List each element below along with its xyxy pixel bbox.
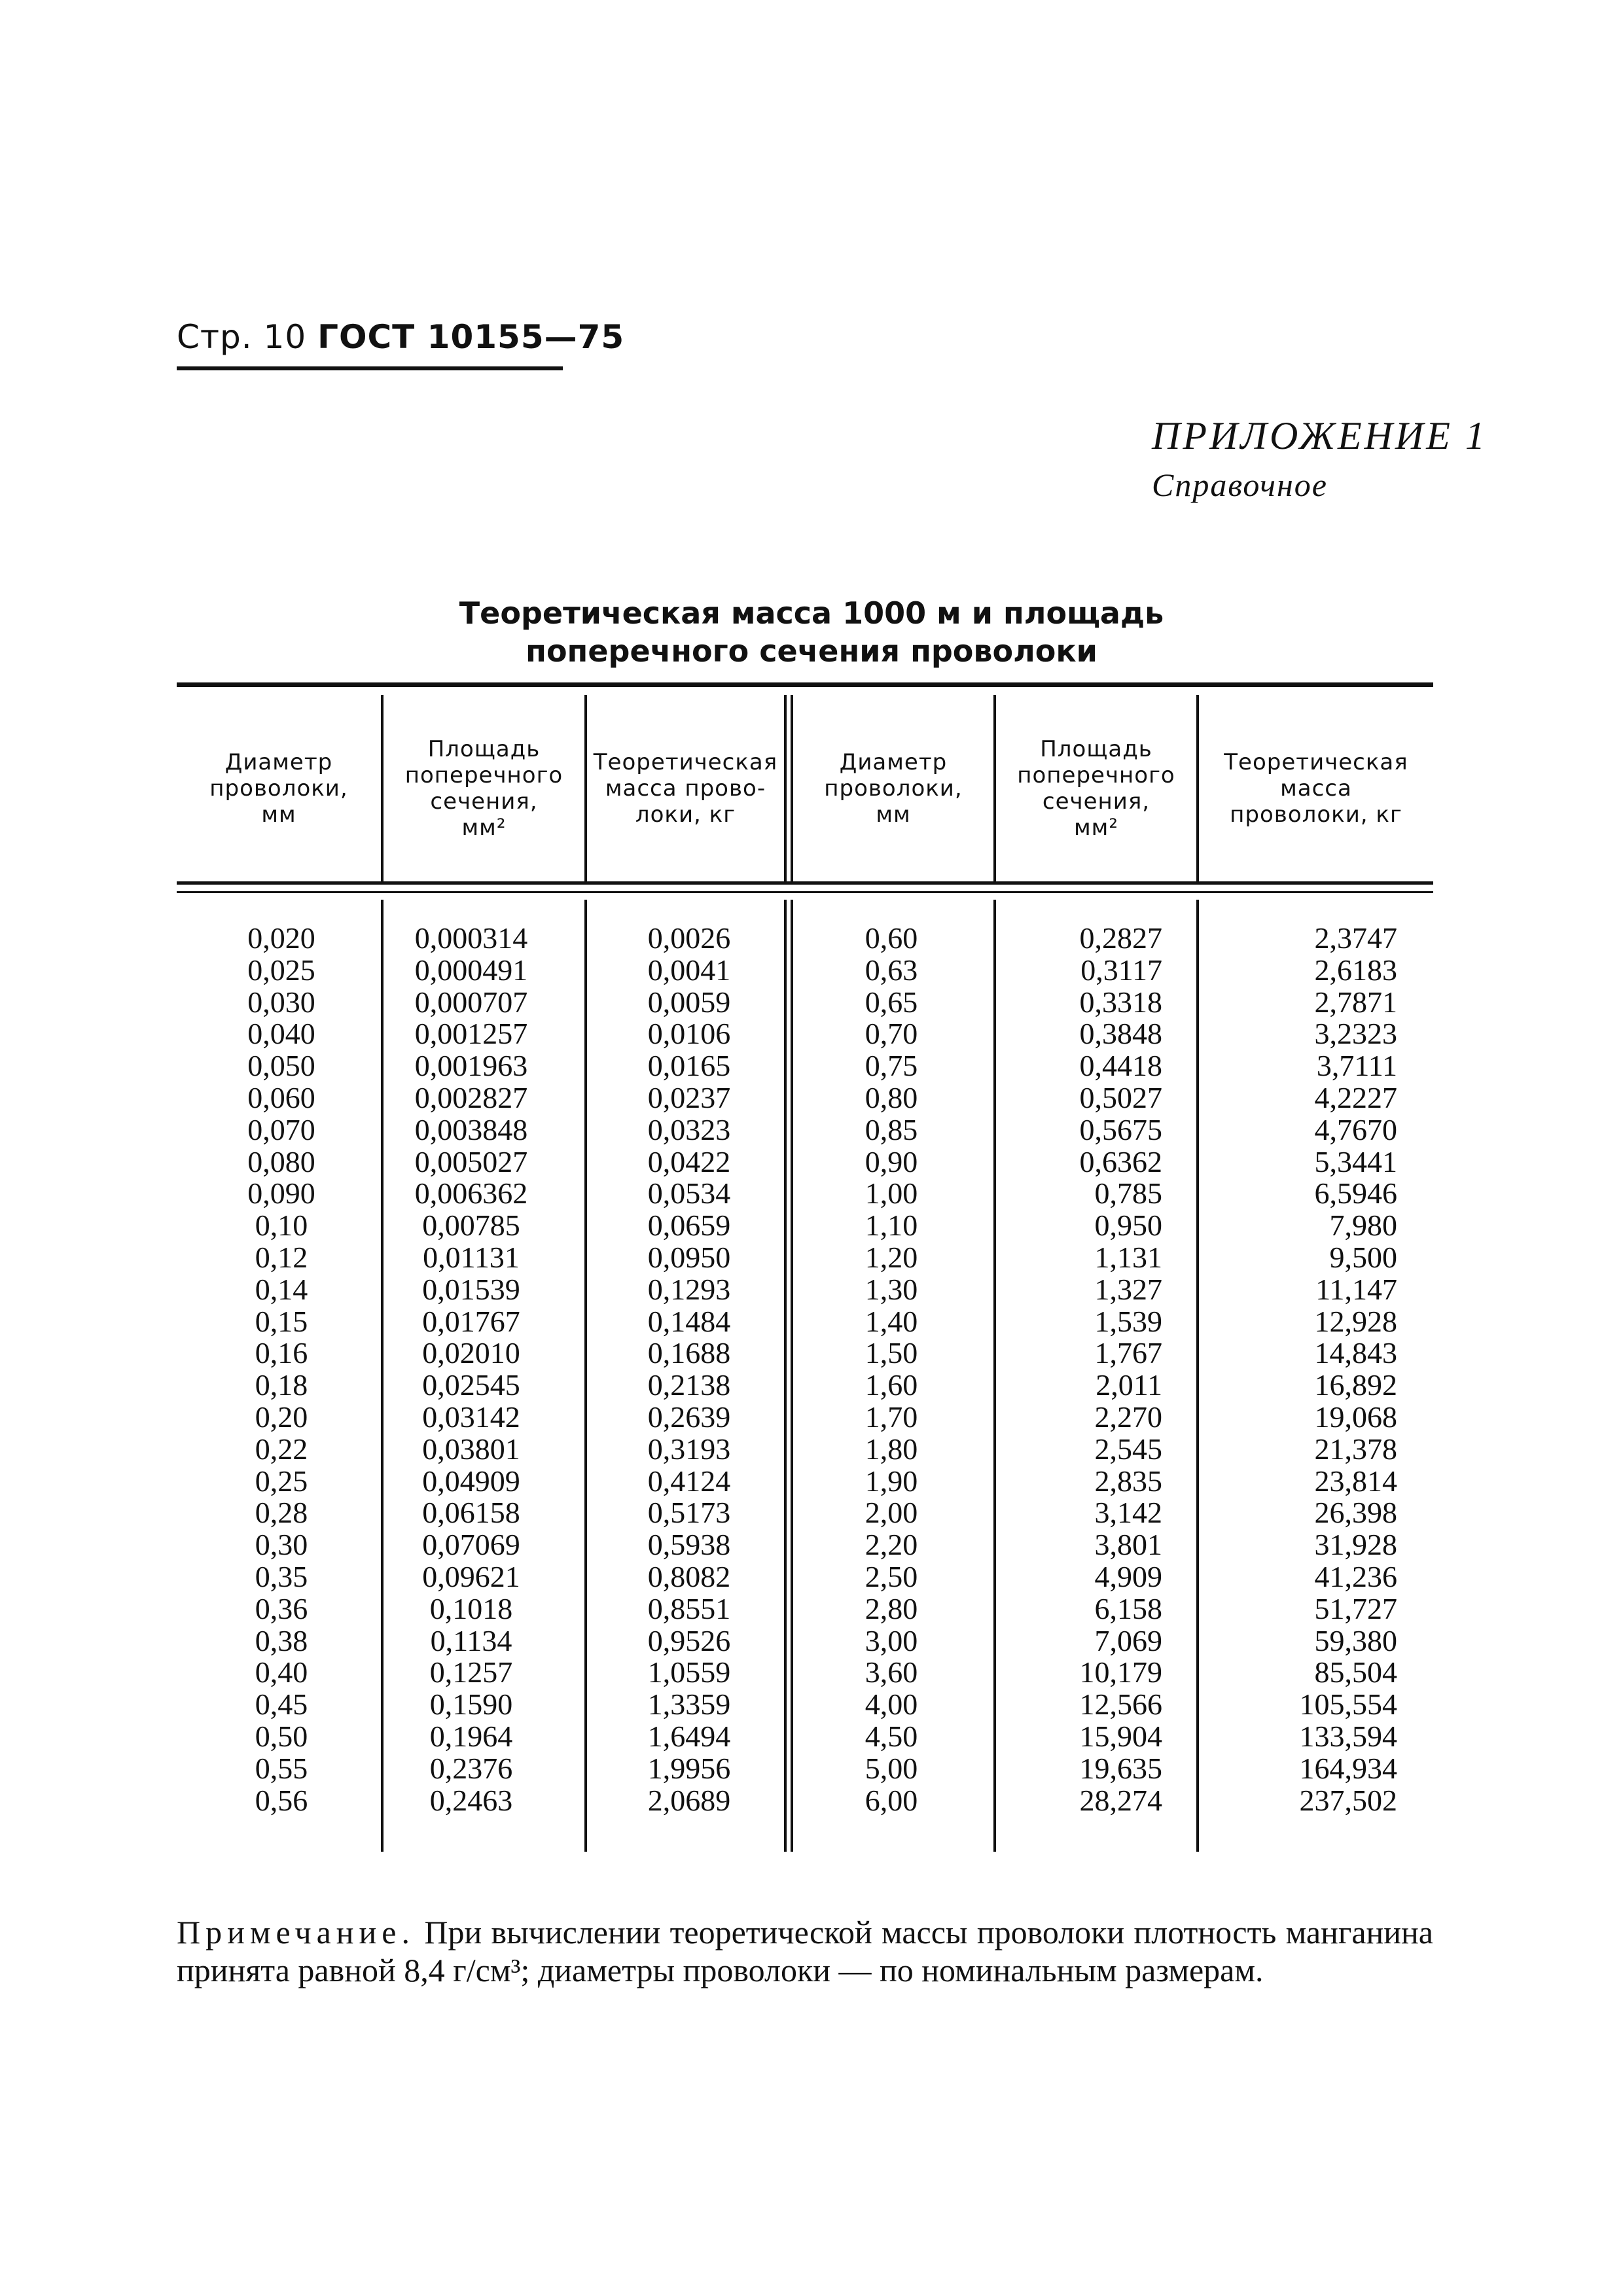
cell-diameter-2: 1,90 xyxy=(865,1464,918,1498)
cell-diameter-2: 2,20 xyxy=(865,1528,918,1562)
cell-cross-section: 0,06158 xyxy=(422,1496,520,1530)
cell-mass-2: 11,147 xyxy=(1315,1272,1397,1306)
cell-mass: 0,9526 xyxy=(647,1623,731,1657)
cell-mass-2: 3,2323 xyxy=(1314,1017,1397,1051)
cell-cross-section-2: 0,785 xyxy=(1094,1176,1162,1210)
cell-cross-section: 0,01131 xyxy=(423,1240,520,1274)
cell-cross-section-2: 1,131 xyxy=(1094,1240,1162,1274)
cell-mass-2: 4,2227 xyxy=(1314,1080,1397,1114)
cell-mass: 0,0950 xyxy=(647,1240,731,1274)
table-row xyxy=(0,1242,1623,1274)
cell-diameter: 0,56 xyxy=(255,1783,308,1817)
cell-diameter: 0,070 xyxy=(247,1112,315,1146)
cell-diameter-2: 2,80 xyxy=(865,1591,918,1625)
cell-cross-section: 0,1257 xyxy=(429,1655,513,1689)
cell-diameter-2: 1,70 xyxy=(865,1400,918,1434)
table-row xyxy=(0,987,1623,1019)
table-row xyxy=(0,1178,1623,1210)
cell-diameter: 0,36 xyxy=(255,1591,308,1625)
header-bottom-rule xyxy=(177,881,1433,885)
cell-mass-2: 12,928 xyxy=(1314,1304,1397,1338)
table-row xyxy=(0,1529,1623,1561)
table-row xyxy=(0,1018,1623,1050)
cell-diameter: 0,40 xyxy=(255,1655,308,1689)
header-diameter-2: Диаметр проволоки, мм xyxy=(824,749,963,828)
cell-cross-section: 0,1590 xyxy=(429,1687,513,1722)
header-mass-2: Теоретическая масса проволоки, кг xyxy=(1224,749,1408,828)
cell-cross-section: 0,02545 xyxy=(422,1368,520,1402)
cell-mass-2: 85,504 xyxy=(1314,1655,1397,1689)
cell-mass: 0,4124 xyxy=(647,1464,731,1498)
cell-cross-section: 0,03801 xyxy=(422,1432,520,1466)
cell-diameter: 0,10 xyxy=(255,1209,308,1243)
cell-mass: 0,0106 xyxy=(647,1017,731,1051)
header-mass: Теоретическая масса прово- локи, кг xyxy=(593,749,778,828)
appendix-type: Справочное xyxy=(1152,467,1328,503)
page-header xyxy=(177,318,624,356)
cell-mass: 0,0323 xyxy=(647,1112,731,1146)
cell-mass: 0,2138 xyxy=(647,1368,731,1402)
cell-cross-section: 0,001963 xyxy=(414,1049,528,1083)
table-title-line-2: поперечного сечения проволоки xyxy=(526,633,1097,669)
cell-cross-section-2: 0,3848 xyxy=(1079,1017,1162,1051)
cell-cross-section: 0,000707 xyxy=(414,985,528,1019)
cell-cross-section-2: 0,3117 xyxy=(1080,953,1162,987)
appendix-title: ПРИЛОЖЕНИЕ 1 xyxy=(1152,414,1488,457)
cell-mass-2: 19,068 xyxy=(1314,1400,1397,1434)
cell-diameter-2: 1,20 xyxy=(865,1240,918,1274)
cell-diameter: 0,16 xyxy=(255,1336,308,1370)
cell-cross-section-2: 10,179 xyxy=(1079,1655,1162,1689)
cell-mass-2: 105,554 xyxy=(1299,1687,1397,1722)
table-title-line-1: Теоретическая масса 1000 м и площадь xyxy=(459,595,1164,631)
cell-mass: 0,8551 xyxy=(647,1591,731,1625)
table-row xyxy=(0,1210,1623,1242)
cell-mass-2: 2,6183 xyxy=(1314,953,1397,987)
page-number: Стр. 10 xyxy=(177,318,307,356)
cell-cross-section: 0,001257 xyxy=(414,1017,528,1051)
cell-cross-section: 0,000314 xyxy=(414,921,528,955)
cell-diameter-2: 5,00 xyxy=(865,1751,918,1785)
cell-cross-section: 0,01767 xyxy=(422,1304,520,1338)
cell-mass: 1,6494 xyxy=(647,1719,731,1753)
note-lead: Примечание. xyxy=(177,1914,416,1951)
cell-diameter-2: 0,65 xyxy=(865,985,918,1019)
cell-cross-section: 0,000491 xyxy=(414,953,528,987)
cell-diameter-2: 3,00 xyxy=(865,1623,918,1657)
table-row xyxy=(0,1306,1623,1338)
cell-mass-2: 2,7871 xyxy=(1314,985,1397,1019)
cell-diameter: 0,20 xyxy=(255,1400,308,1434)
cell-diameter-2: 1,60 xyxy=(865,1368,918,1402)
table-title xyxy=(373,594,1250,670)
table-row xyxy=(0,1753,1623,1785)
cell-mass-2: 41,236 xyxy=(1314,1559,1397,1593)
cell-cross-section: 0,01539 xyxy=(422,1272,520,1306)
cell-diameter: 0,30 xyxy=(255,1528,308,1562)
cell-cross-section-2: 0,5675 xyxy=(1079,1112,1162,1146)
cell-diameter: 0,025 xyxy=(247,953,315,987)
cell-mass: 0,8082 xyxy=(647,1559,731,1593)
cell-cross-section: 0,02010 xyxy=(422,1336,520,1370)
cell-diameter: 0,25 xyxy=(255,1464,308,1498)
header-cross-section-2: Площадь поперечного сечения, мм² xyxy=(1017,735,1175,841)
cell-diameter-2: 1,10 xyxy=(865,1209,918,1243)
table-row xyxy=(0,1402,1623,1434)
cell-cross-section-2: 1,767 xyxy=(1094,1336,1162,1370)
cell-diameter-2: 0,85 xyxy=(865,1112,918,1146)
cell-diameter-2: 2,50 xyxy=(865,1559,918,1593)
cell-cross-section-2: 2,270 xyxy=(1094,1400,1162,1434)
cell-mass-2: 23,814 xyxy=(1314,1464,1397,1498)
cell-mass-2: 6,5946 xyxy=(1314,1176,1397,1210)
table-row xyxy=(0,955,1623,987)
cell-cross-section-2: 0,2827 xyxy=(1079,921,1162,955)
cell-cross-section: 0,2376 xyxy=(429,1751,513,1785)
table-row xyxy=(0,1497,1623,1529)
cell-cross-section-2: 3,142 xyxy=(1094,1496,1162,1530)
table-row xyxy=(0,1146,1623,1178)
table-row xyxy=(0,1082,1623,1114)
cell-mass: 2,0689 xyxy=(647,1783,731,1817)
cell-cross-section: 0,1018 xyxy=(429,1591,513,1625)
cell-diameter: 0,020 xyxy=(247,921,315,955)
cell-diameter: 0,030 xyxy=(247,985,315,1019)
cell-mass: 0,5173 xyxy=(647,1496,731,1530)
cell-diameter-2: 0,75 xyxy=(865,1049,918,1083)
cell-cross-section-2: 12,566 xyxy=(1079,1687,1162,1722)
note-text: При вычислении теоретической массы проволоки плотность манганина принята равной 8,4 г/см³; диаметры проволоки — по номинальным размерам. xyxy=(177,1914,1433,1988)
cell-mass: 0,0237 xyxy=(647,1080,731,1114)
header-rule xyxy=(177,366,563,370)
table-row xyxy=(0,1593,1623,1625)
cell-mass-2: 26,398 xyxy=(1314,1496,1397,1530)
table-row xyxy=(0,923,1623,955)
cell-cross-section: 0,09621 xyxy=(422,1559,520,1593)
body-top-rule xyxy=(177,891,1433,893)
cell-mass: 0,1484 xyxy=(647,1304,731,1338)
standard-number: ГОСТ 10155—75 xyxy=(317,318,625,356)
table-row xyxy=(0,1369,1623,1402)
cell-diameter-2: 1,40 xyxy=(865,1304,918,1338)
cell-cross-section-2: 1,539 xyxy=(1094,1304,1162,1338)
cell-cross-section: 0,006362 xyxy=(414,1176,528,1210)
cell-diameter: 0,14 xyxy=(255,1272,308,1306)
table-row xyxy=(0,1689,1623,1721)
cell-cross-section: 0,1964 xyxy=(429,1719,513,1753)
cell-diameter-2: 4,00 xyxy=(865,1687,918,1722)
cell-mass-2: 5,3441 xyxy=(1314,1144,1397,1178)
cell-mass: 0,0165 xyxy=(647,1049,731,1083)
table-row xyxy=(0,1337,1623,1369)
cell-diameter: 0,090 xyxy=(247,1176,315,1210)
cell-diameter-2: 1,00 xyxy=(865,1176,918,1210)
cell-mass: 0,0041 xyxy=(647,953,731,987)
table-row xyxy=(0,1625,1623,1657)
cell-cross-section: 0,03142 xyxy=(422,1400,520,1434)
cell-diameter-2: 3,60 xyxy=(865,1655,918,1689)
cell-mass: 0,2639 xyxy=(647,1400,731,1434)
table-row xyxy=(0,1274,1623,1306)
cell-cross-section-2: 0,6362 xyxy=(1079,1144,1162,1178)
cell-mass-2: 164,934 xyxy=(1299,1751,1397,1785)
table-row xyxy=(0,1721,1623,1753)
cell-mass: 0,0026 xyxy=(647,921,731,955)
cell-cross-section: 0,005027 xyxy=(414,1144,528,1178)
cell-diameter-2: 0,70 xyxy=(865,1017,918,1051)
cell-mass: 0,0659 xyxy=(647,1209,731,1243)
cell-diameter: 0,18 xyxy=(255,1368,308,1402)
cell-mass-2: 237,502 xyxy=(1299,1783,1397,1817)
cell-mass-2: 7,980 xyxy=(1329,1209,1397,1243)
cell-mass: 0,1688 xyxy=(647,1336,731,1370)
table-row xyxy=(0,1434,1623,1466)
cell-diameter-2: 2,00 xyxy=(865,1496,918,1530)
cell-diameter-2: 1,80 xyxy=(865,1432,918,1466)
column-divider-double xyxy=(784,695,787,881)
cell-mass: 0,0422 xyxy=(647,1144,731,1178)
cell-cross-section-2: 0,950 xyxy=(1094,1209,1162,1243)
cell-cross-section: 0,04909 xyxy=(422,1464,520,1498)
cell-diameter: 0,28 xyxy=(255,1496,308,1530)
cell-cross-section-2: 4,909 xyxy=(1094,1559,1162,1593)
cell-mass-2: 14,843 xyxy=(1314,1336,1397,1370)
cell-diameter: 0,22 xyxy=(255,1432,308,1466)
cell-diameter-2: 0,60 xyxy=(865,921,918,955)
cell-cross-section-2: 0,5027 xyxy=(1079,1080,1162,1114)
cell-diameter-2: 0,90 xyxy=(865,1144,918,1178)
cell-mass: 1,0559 xyxy=(647,1655,731,1689)
cell-mass: 0,0059 xyxy=(647,985,731,1019)
header-cross-section: Площадь поперечного сечения, мм² xyxy=(404,735,563,841)
header-diameter: Диаметр проволоки, мм xyxy=(209,749,348,828)
cell-cross-section-2: 2,835 xyxy=(1094,1464,1162,1498)
cell-mass: 0,0534 xyxy=(647,1176,731,1210)
cell-mass: 0,5938 xyxy=(647,1528,731,1562)
cell-mass-2: 9,500 xyxy=(1329,1240,1397,1274)
cell-cross-section-2: 7,069 xyxy=(1094,1623,1162,1657)
cell-cross-section-2: 15,904 xyxy=(1079,1719,1162,1753)
cell-diameter: 0,50 xyxy=(255,1719,308,1753)
cell-mass: 1,3359 xyxy=(647,1687,731,1722)
cell-diameter: 0,050 xyxy=(247,1049,315,1083)
cell-diameter: 0,55 xyxy=(255,1751,308,1785)
cell-cross-section-2: 0,4418 xyxy=(1079,1049,1162,1083)
cell-mass: 1,9956 xyxy=(647,1751,731,1785)
cell-mass: 0,3193 xyxy=(647,1432,731,1466)
cell-cross-section-2: 19,635 xyxy=(1079,1751,1162,1785)
cell-cross-section: 0,003848 xyxy=(414,1112,528,1146)
cell-mass: 0,1293 xyxy=(647,1272,731,1306)
table-top-rule xyxy=(177,682,1433,687)
cell-diameter-2: 0,63 xyxy=(865,953,918,987)
cell-mass-2: 59,380 xyxy=(1314,1623,1397,1657)
cell-diameter-2: 1,50 xyxy=(865,1336,918,1370)
table-row xyxy=(0,1657,1623,1689)
cell-diameter: 0,45 xyxy=(255,1687,308,1722)
cell-cross-section: 0,1134 xyxy=(430,1623,512,1657)
cell-cross-section: 0,00785 xyxy=(422,1209,520,1243)
cell-cross-section-2: 0,3318 xyxy=(1079,985,1162,1019)
cell-cross-section-2: 3,801 xyxy=(1094,1528,1162,1562)
cell-mass-2: 51,727 xyxy=(1314,1591,1397,1625)
cell-cross-section-2: 2,545 xyxy=(1094,1432,1162,1466)
cell-mass-2: 21,378 xyxy=(1314,1432,1397,1466)
cell-diameter: 0,12 xyxy=(255,1240,308,1274)
cell-diameter: 0,15 xyxy=(255,1304,308,1338)
note xyxy=(177,1913,1433,1989)
cell-diameter: 0,040 xyxy=(247,1017,315,1051)
cell-mass-2: 133,594 xyxy=(1299,1719,1397,1753)
cell-diameter: 0,38 xyxy=(255,1623,308,1657)
cell-diameter-2: 0,80 xyxy=(865,1080,918,1114)
cell-mass-2: 4,7670 xyxy=(1314,1112,1397,1146)
cell-diameter: 0,060 xyxy=(247,1080,315,1114)
cell-cross-section-2: 2,011 xyxy=(1096,1368,1162,1402)
cell-cross-section: 0,2463 xyxy=(429,1783,513,1817)
cell-diameter-2: 1,30 xyxy=(865,1272,918,1306)
table-row xyxy=(0,1785,1623,1817)
table-body xyxy=(0,923,1623,1816)
cell-cross-section-2: 6,158 xyxy=(1094,1591,1162,1625)
cell-cross-section-2: 1,327 xyxy=(1094,1272,1162,1306)
cell-mass-2: 16,892 xyxy=(1314,1368,1397,1402)
cell-mass-2: 3,7111 xyxy=(1316,1049,1397,1083)
table-row xyxy=(0,1050,1623,1082)
cell-diameter-2: 4,50 xyxy=(865,1719,918,1753)
cell-diameter-2: 6,00 xyxy=(865,1783,918,1817)
cell-cross-section-2: 28,274 xyxy=(1079,1783,1162,1817)
cell-diameter: 0,35 xyxy=(255,1559,308,1593)
table-row xyxy=(0,1561,1623,1593)
cell-mass-2: 31,928 xyxy=(1314,1528,1397,1562)
table-row xyxy=(0,1114,1623,1146)
table-row xyxy=(0,1466,1623,1498)
cell-diameter: 0,080 xyxy=(247,1144,315,1178)
cell-cross-section: 0,07069 xyxy=(422,1528,520,1562)
cell-mass-2: 2,3747 xyxy=(1314,921,1397,955)
cell-cross-section: 0,002827 xyxy=(414,1080,528,1114)
